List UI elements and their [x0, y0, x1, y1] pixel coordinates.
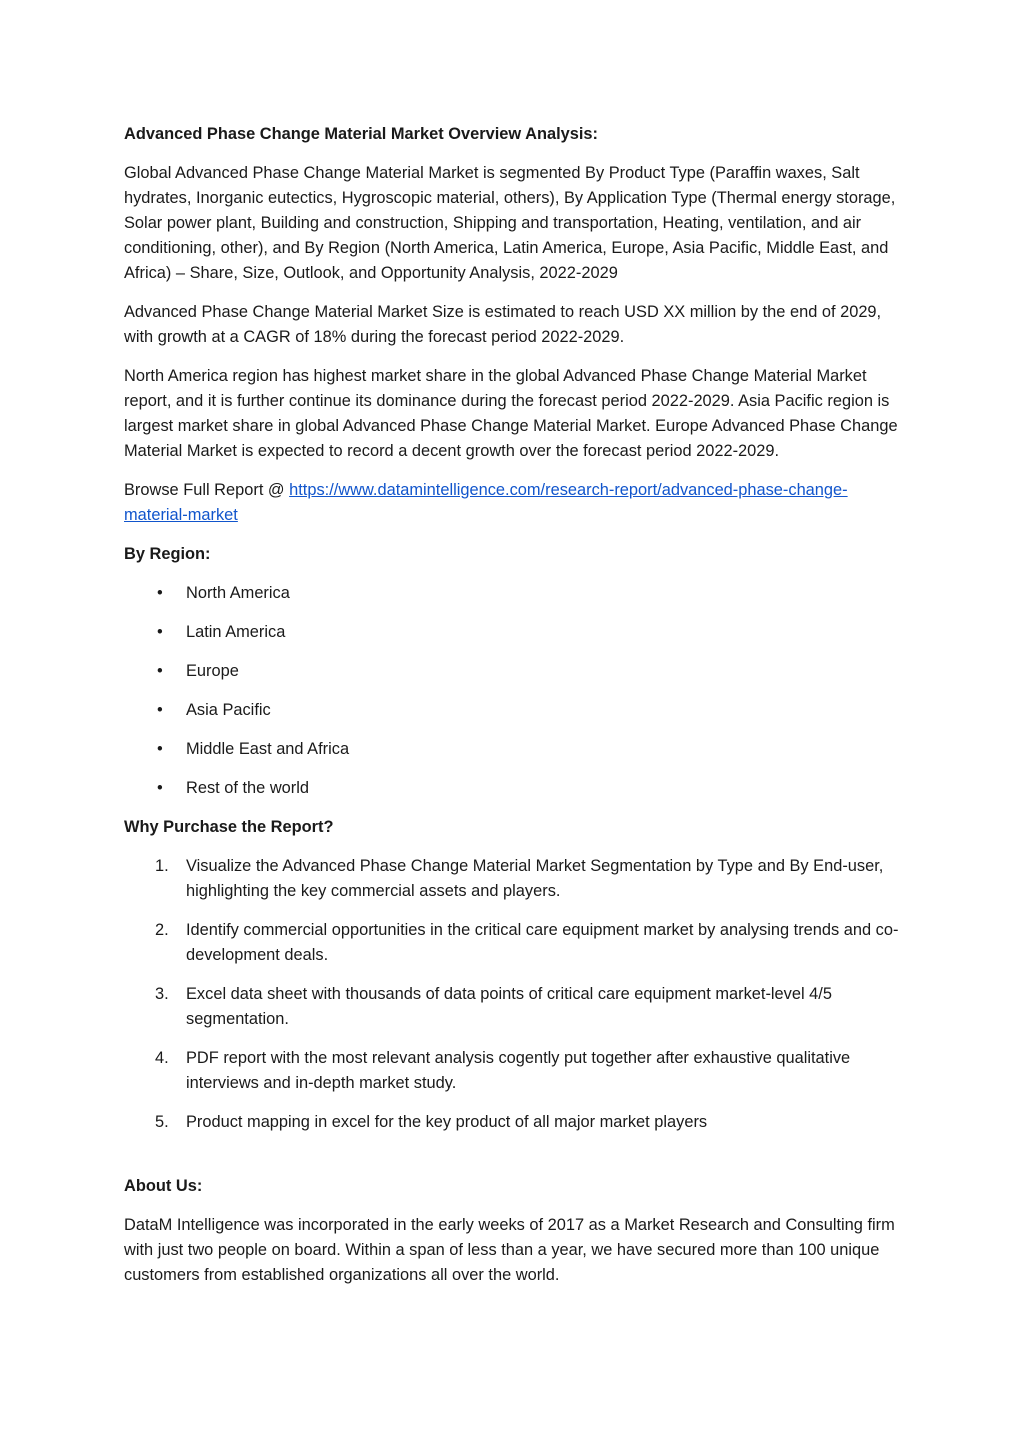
browse-report-label: Browse Full Report @	[124, 481, 290, 499]
reason-text: PDF report with the most relevant analysis cogently put together after exhaustive qualitative interviews and in-depth market study.	[186, 1049, 851, 1092]
region-item-label: Latin America	[186, 623, 286, 641]
purchase-heading: Why Purchase the Report?	[124, 818, 334, 836]
item-number: 2.	[155, 921, 169, 939]
list-item	[124, 854, 902, 904]
list-item	[124, 1046, 902, 1096]
bullet-icon: •	[157, 701, 163, 719]
list-item	[124, 620, 902, 645]
region-list	[124, 581, 902, 801]
bullet-icon: •	[157, 662, 163, 680]
bullet-icon: •	[157, 584, 163, 602]
full-report-link[interactable]: https://www.datamintelligence.com/research-report/advanced-phase-change-material-market	[124, 481, 848, 524]
about-heading: About Us:	[124, 1177, 203, 1195]
list-item	[124, 1110, 902, 1135]
bullet-icon: •	[157, 623, 163, 641]
list-item	[124, 698, 902, 723]
bullet-icon: •	[157, 740, 163, 758]
region-item-label: Asia Pacific	[186, 701, 271, 719]
purchase-reasons-list	[124, 854, 902, 1135]
section-spacer	[124, 1149, 902, 1174]
region-item-label: Europe	[186, 662, 239, 680]
reason-text: Excel data sheet with thousands of data points of critical care equipment market-level 4/5 segmentation.	[186, 985, 832, 1028]
reason-text: Visualize the Advanced Phase Change Material Market Segmentation by Type and By End-user, highlighting the key commercial assets and players.	[186, 857, 884, 900]
list-item	[124, 918, 902, 968]
list-item	[124, 581, 902, 606]
item-number: 3.	[155, 985, 169, 1003]
reason-text: Identify commercial opportunities in the critical care equipment market by analysing trends and co-development deals.	[186, 921, 899, 964]
overview-paragraph-market-size: Advanced Phase Change Material Market Size is estimated to reach USD XX million by the end of 2029, with growth at a CAGR of 18% during the forecast period 2022-2029.	[124, 303, 882, 346]
overview-paragraph-regional-share: North America region has highest market share in the global Advanced Phase Change Material Market report, and it is further continue its dominance during the forecast period 2022-2029. Asia Pacific region is largest market share in global Advanced Phase Change Material Market. Europe Advanced Phase Change Material Market is expected to record a decent growth over the forecast period 2022-2029.	[124, 367, 898, 460]
overview-heading: Advanced Phase Change Material Market Overview Analysis:	[124, 125, 598, 143]
region-heading: By Region:	[124, 545, 211, 563]
about-paragraph: DataM Intelligence was incorporated in the early weeks of 2017 as a Market Research and Consulting firm with just two people on board. Within a span of less than a year, we have secured more than 100 unique customers from established organizations all over the world.	[124, 1216, 895, 1284]
reason-text: Product mapping in excel for the key product of all major market players	[186, 1113, 708, 1131]
list-item	[124, 737, 902, 762]
item-number: 5.	[155, 1113, 169, 1131]
list-item	[124, 982, 902, 1032]
region-item-label: North America	[186, 584, 290, 602]
list-item	[124, 659, 902, 684]
bullet-icon: •	[157, 779, 163, 797]
item-number: 1.	[155, 857, 169, 875]
document-page	[124, 122, 902, 1302]
region-item-label: Middle East and Africa	[186, 740, 350, 758]
overview-paragraph-segmentation: Global Advanced Phase Change Material Market is segmented By Product Type (Paraffin waxes, Salt hydrates, Inorganic eutectics, Hygroscopic material, others), By Application Type (Thermal energy storage, Solar power plant, Building and construction, Shipping and transportation, Heating, ventilation, and air conditioning, other), and By Region (North America, Latin America, Europe, Asia Pacific, Middle East, and Africa) – Share, Size, Outlook, and Opportunity Analysis, 2022-2029	[124, 164, 896, 282]
item-number: 4.	[155, 1049, 169, 1067]
list-item	[124, 776, 902, 801]
browse-report-line	[124, 478, 902, 528]
region-item-label: Rest of the world	[186, 779, 309, 797]
